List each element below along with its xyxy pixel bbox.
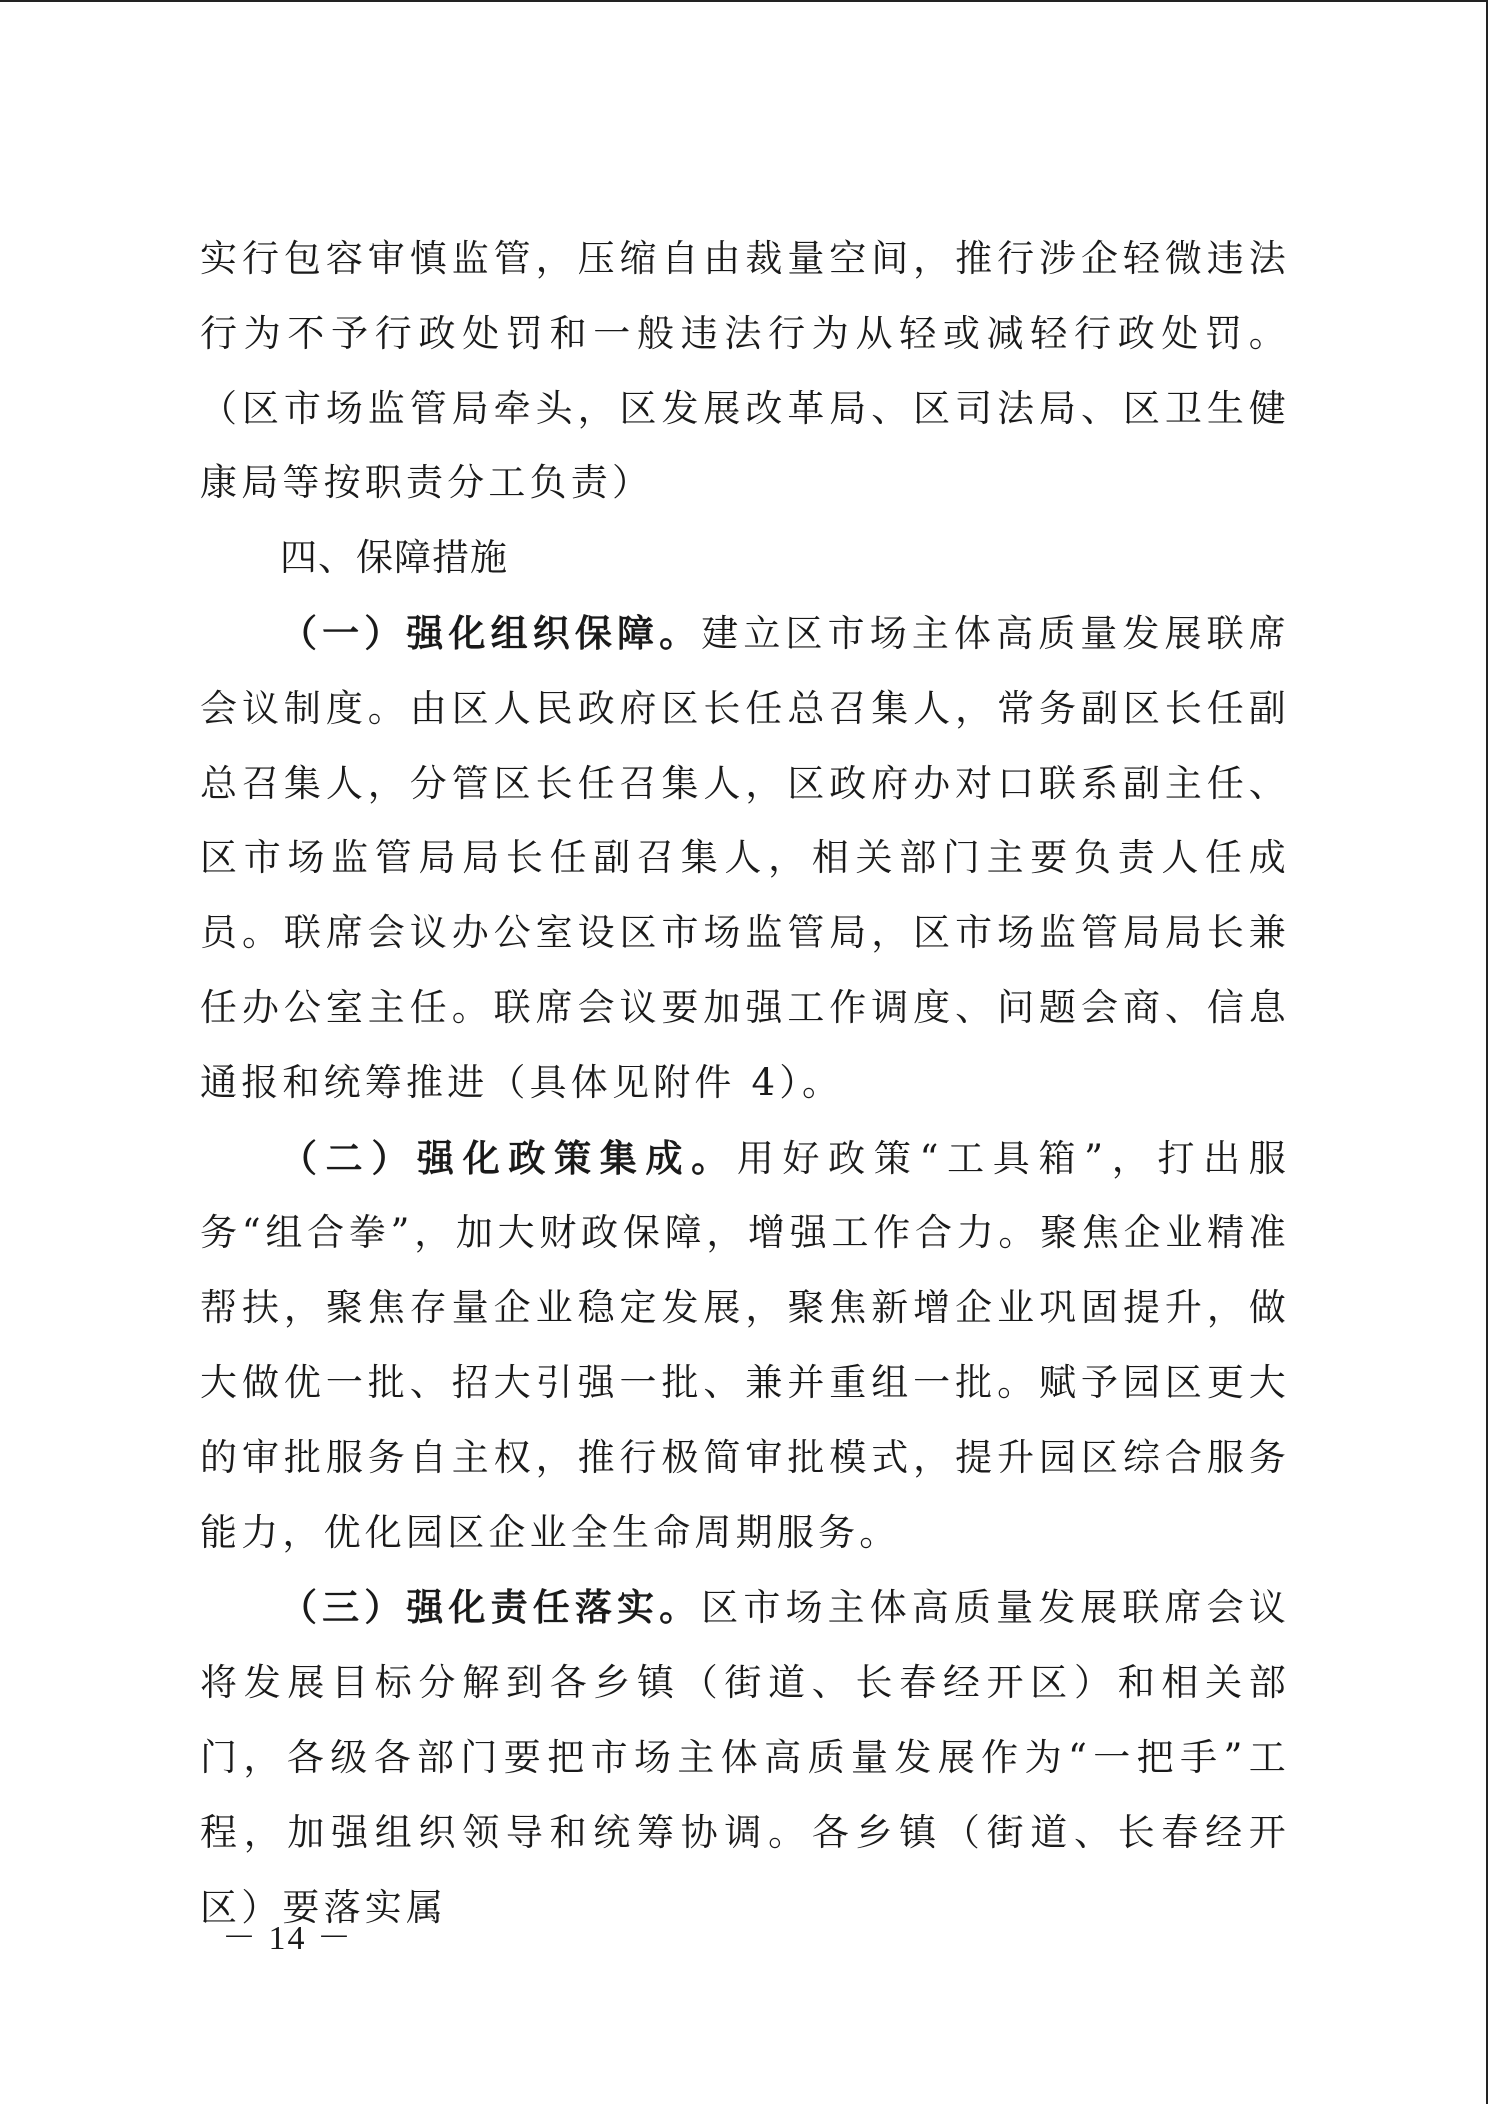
item-title-2: （二）强化政策集成。 <box>280 1135 737 1180</box>
item-title-3: （三）强化责任落实。 <box>280 1585 702 1630</box>
item-title-1: （一）强化组织保障。 <box>280 610 702 655</box>
item-paragraph-2 <box>200 1121 1290 1571</box>
item-body-3: 区市场主体高质量发展联席会议将发展目标分解到各乡镇（街道、长春经开区）和相关部门，各级各部门要把市场主体高质量发展作为“一把手”工程，加强组织领导和统筹协调。各乡镇（街道、长春经开区）要落实属 <box>200 1586 1290 1929</box>
section-heading: 四、保障措施 <box>280 536 508 580</box>
document-body <box>200 222 1290 1945</box>
item-body-1: 建立区市场主体高质量发展联席会议制度。由区人民政府区长任总召集人，常务副区长任副总召集人，分管区长任召集人，区政府办对口联系副主任、区市场监管局局长任副召集人，相关部门主要负责人任成员。联席会议办公室设区市场监管局，区市场监管局局长兼任办公室主任。联席会议要加强工作调度、问题会商、信息通报和统筹推进（具体见附件 4）。 <box>200 611 1290 1104</box>
page-number: － 14 － <box>222 1920 353 1957</box>
item-paragraph-1 <box>200 596 1290 1121</box>
intro-paragraph <box>200 222 1290 521</box>
item-paragraph-3 <box>200 1570 1290 1945</box>
intro-paragraph-text: 实行包容审慎监管，压缩自由裁量空间，推行涉企轻微违法行为不予行政处罚和一般违法行为从轻或减轻行政处罚。（区市场监管局牵头，区发展改革局、区司法局、区卫生健康局等按职责分工负责） <box>200 237 1290 505</box>
item-body-2: 用好政策“工具箱”，打出服务“组合拳”，加大财政保障，增强工作合力。聚焦企业精准帮扶，聚焦存量企业稳定发展，聚焦新增企业巩固提升，做大做优一批、招大引强一批、兼并重组一批。赋予园区更大的审批服务自主权，推行极简审批模式，提升园区综合服务能力，优化园区企业全生命周期服务。 <box>200 1136 1291 1554</box>
